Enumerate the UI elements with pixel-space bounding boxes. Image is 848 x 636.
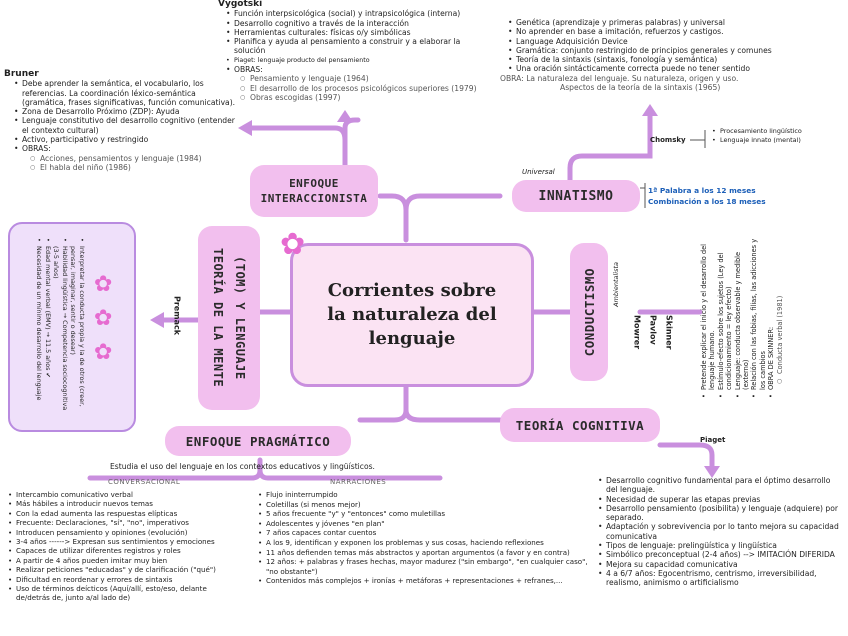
list-item: • Interpretar la conducta propia y la de otros (creer, pensar, imaginar, sentir o desear)	[69, 246, 86, 416]
list-item: • Desarrollo cognitivo fundamental para el óptimo desarrollo del lenguaje.	[606, 476, 840, 495]
list-item: • Simbólico preconceptual (2-4 años) --> IMITACIÓN DIFERIDA	[606, 550, 840, 559]
list-item: • Language Adquisición Device	[516, 37, 800, 46]
node-interaccionista-l2: INTERACCIONISTA	[260, 192, 368, 205]
list-item: • Lenguaje constitutivo del desarrollo cognitivo (entender el contexto cultural)	[22, 116, 240, 135]
list-item: • 11 años defienden temas más abstractos y aportan argumentos (a favor y en contra)	[266, 548, 588, 558]
flower-icon: ✿	[280, 227, 306, 262]
list-item: • Relación con las fobias, filias, las adicciones y los cambios	[750, 230, 767, 390]
list-item: • Necesidad de un mínimo desarrollo del lenguaje	[34, 246, 43, 416]
list-item: • Frecuente: Declaraciones, "sí", "no", imperativos	[16, 518, 240, 527]
narraciones-title: NARRACIONES	[330, 478, 387, 486]
node-conductismo-label: CONDUCTISMO	[581, 267, 597, 357]
skinner-label: Skinner	[664, 315, 674, 350]
list-item: • Debe aprender la semántica, el vocabulario, los referencias. La coordinación léxico-semántica (gramática, frases significativas, función comunicativa).	[22, 79, 240, 107]
list-item: ○ Obras escogidas (1997)	[250, 93, 488, 102]
node-mente-l2: (TOM) Y LENGUAJE	[233, 256, 247, 380]
conversacional-list	[4, 490, 240, 603]
list-item: • Función interpsicológica (social) y intrapsicológica (interna)	[234, 9, 488, 18]
center-title-box	[290, 243, 534, 387]
flower-icon: ✿	[94, 306, 113, 331]
list-item: • Teoría de la sintaxis (sintaxis, fonología y semántica)	[516, 55, 800, 64]
pavlov-label: Pavlov	[648, 315, 658, 345]
node-pragmatico[interactable]	[165, 426, 351, 456]
list-item: • 7 años capaces contar cuentos	[266, 528, 588, 538]
list-item: • Adolescentes y jóvenes "en plan"	[266, 519, 588, 529]
list-item: • Planifica y ayuda al pensamiento a construir y a elaborar la solución	[234, 37, 488, 56]
list-item: • Con la edad aumenta las respuestas elípticas	[16, 509, 240, 518]
piaget-label: Piaget	[700, 436, 726, 444]
chomsky-list	[712, 127, 822, 146]
vygotski-title: Vygotski	[218, 0, 263, 9]
node-teoria-mente[interactable]	[198, 226, 260, 410]
list-item: ○ Pensamiento y lenguaje (1964)	[250, 74, 488, 83]
list-item: • Introducen pensamiento y opiniones (evolución)	[16, 528, 240, 537]
list-item: • Genética (aprendizaje y primeras palabras) y universal	[516, 18, 800, 27]
node-teoria-cognitiva[interactable]	[500, 408, 660, 442]
node-innatismo[interactable]	[512, 180, 640, 212]
list-item: • OBRAS:	[22, 144, 240, 153]
innatismo-obra-l2: Aspectos de la teoría de la sintaxis (1965)	[560, 83, 721, 93]
list-item: • Desarrollo cognitivo a través de la interacción	[234, 19, 488, 28]
conductismo-list	[700, 230, 830, 400]
innatismo-obra-l1: OBRA: La naturaleza del lenguaje. Su naturaleza, origen y uso.	[500, 73, 739, 83]
chomsky-label: Chomsky	[650, 136, 686, 144]
vygotski-block	[218, 0, 488, 102]
bruner-block	[4, 70, 240, 172]
node-interaccionista[interactable]	[250, 165, 378, 217]
list-item: • 12 años: + palabras y frases hechas, mayor madurez ("sin embargo", "en cualquier caso", "no obstante")	[266, 557, 588, 576]
list-item: • OBRAS:	[234, 65, 488, 74]
ambientalista-label: Ambientalista	[612, 262, 620, 307]
list-item: • Zona de Desarrollo Próximo (ZDP): Ayuda	[22, 107, 240, 116]
list-item: • Uso de términos deícticos (Aquí/allí, esto/eso, delante de/detrás de, junto a/al lado de)	[16, 584, 240, 603]
list-item: • Coletillas (si menos mejor)	[266, 500, 588, 510]
list-item: • Activo, participativo y restringido	[22, 135, 240, 144]
node-mente-l1: TEORÍA DE LA MENTE	[211, 248, 225, 388]
cognitiva-list	[594, 476, 840, 588]
narraciones-list	[254, 490, 588, 586]
list-item: • Lenguaje: conducta observable y medible (externo)	[734, 230, 751, 390]
list-item: • Lenguaje innato (mental)	[720, 136, 822, 145]
list-item: • Desarrollo pensamiento (posibilita) y lenguaje (adquiere) por separado.	[606, 504, 840, 523]
innatismo-age-2: Combinación a los 18 meses	[648, 197, 766, 206]
list-item: • Estímulo-efecto sobre los sujetos (Ley del condicionamiento = ley efecto)	[717, 230, 734, 390]
list-item: • Pretende explicar el inicio y el desarrollo del lenguaje humano.	[700, 230, 717, 390]
premack-label: Premack	[172, 296, 182, 336]
node-innatismo-label: INNATISMO	[538, 188, 614, 204]
list-item: • Edad mental verbal (EMV) → 11.5 años ✔	[43, 246, 52, 416]
bruner-title: Bruner	[4, 69, 39, 79]
list-item: • Contenidos más complejos + ironías + metáforas + representaciones + refranes,...	[266, 576, 588, 586]
node-cognitiva-label: TEORÍA COGNITIVA	[515, 417, 645, 433]
list-item: • Dificultad en reordenar y errores de sintaxis	[16, 575, 240, 584]
list-item: • A partir de 4 años pueden imitar muy bien	[16, 556, 240, 565]
universal-label: Universal	[522, 168, 555, 176]
list-item: • Realizar peticiones "educadas" y de clarificación ("qué")	[16, 565, 240, 574]
list-item: • Intercambio comunicativo verbal	[16, 490, 240, 499]
list-item: ○ El desarrollo de los procesos psicológicos superiores (1979)	[250, 84, 488, 93]
list-item: • Gramática: conjunto restringido de principios generales y comunes	[516, 46, 800, 55]
mowrer-label: Mowrer	[632, 315, 642, 350]
pragmatico-intro: Estudia el uso del lenguaje en los contextos educativos y lingüísticos.	[110, 462, 375, 471]
list-item: • Procesamiento lingüístico	[720, 127, 822, 136]
list-item: • Una oración sintácticamente correcta puede no tener sentido	[516, 64, 800, 73]
flower-icon: ✿	[94, 340, 113, 365]
mente-box	[8, 222, 136, 432]
list-item: • 3-4 años ------> Expresan sus sentimientos y emociones	[16, 537, 240, 546]
node-conductismo[interactable]	[570, 243, 608, 381]
list-item: ○ Acciones, pensamientos y lenguaje (1984)	[40, 154, 240, 163]
list-item: • Herramientas culturales: físicas o/y simbólicas	[234, 28, 488, 37]
list-item: ○ Conducta verbal (1981)	[776, 230, 784, 374]
list-item: • Mejora su capacidad comunicativa	[606, 560, 840, 569]
list-item: • Tipos de lenguaje: prelingüística y lingüística	[606, 541, 840, 550]
list-item: • A los 9, identifican y exponen los problemas y sus cosas, haciendo reflexiones	[266, 538, 588, 548]
list-item: ○ El habla del niño (1986)	[40, 163, 240, 172]
center-title-l1: Corrientes sobre	[327, 280, 497, 301]
flower-icon: ✿	[94, 272, 113, 297]
list-item: • Necesidad de superar las etapas previas	[606, 495, 840, 504]
list-item: • Más hábiles a introducir nuevos temas	[16, 499, 240, 508]
center-title-l2: la naturaleza del	[327, 304, 497, 325]
list-item: • Habilidad lingüística → Competencia sociocognitiva (3-5 años)	[52, 246, 69, 416]
list-item: • Adaptación y sobrevivencia por lo tanto mejora su capacidad comunicativa	[606, 522, 840, 541]
innatismo-age-1: 1ª Palabra a los 12 meses	[648, 186, 756, 195]
center-title-l3: lenguaje	[368, 328, 456, 349]
list-item: • No aprender en base a imitación, refuerzos y castigos.	[516, 27, 800, 36]
innatismo-list	[500, 18, 800, 92]
list-item: • Piaget: lenguaje producto del pensamiento	[234, 56, 488, 65]
node-pragmatico-label: ENFOQUE PRAGMÁTICO	[185, 433, 331, 449]
list-item: • 4 a 6/7 años: Egocentrismo, centrismo, irreversibilidad, realismo, animismo o artificialismo	[606, 569, 840, 588]
node-interaccionista-l1: ENFOQUE	[289, 177, 339, 190]
list-item: • OBRA DE SKINNER:	[767, 230, 775, 390]
list-item: • Flujo ininterrumpido	[266, 490, 588, 500]
list-item: • Capaces de utilizar diferentes registros y roles	[16, 546, 240, 555]
conversacional-title: CONVERSACIONAL	[108, 478, 181, 486]
list-item: • 5 años frecuente "y" y "entonces" como muletillas	[266, 509, 588, 519]
